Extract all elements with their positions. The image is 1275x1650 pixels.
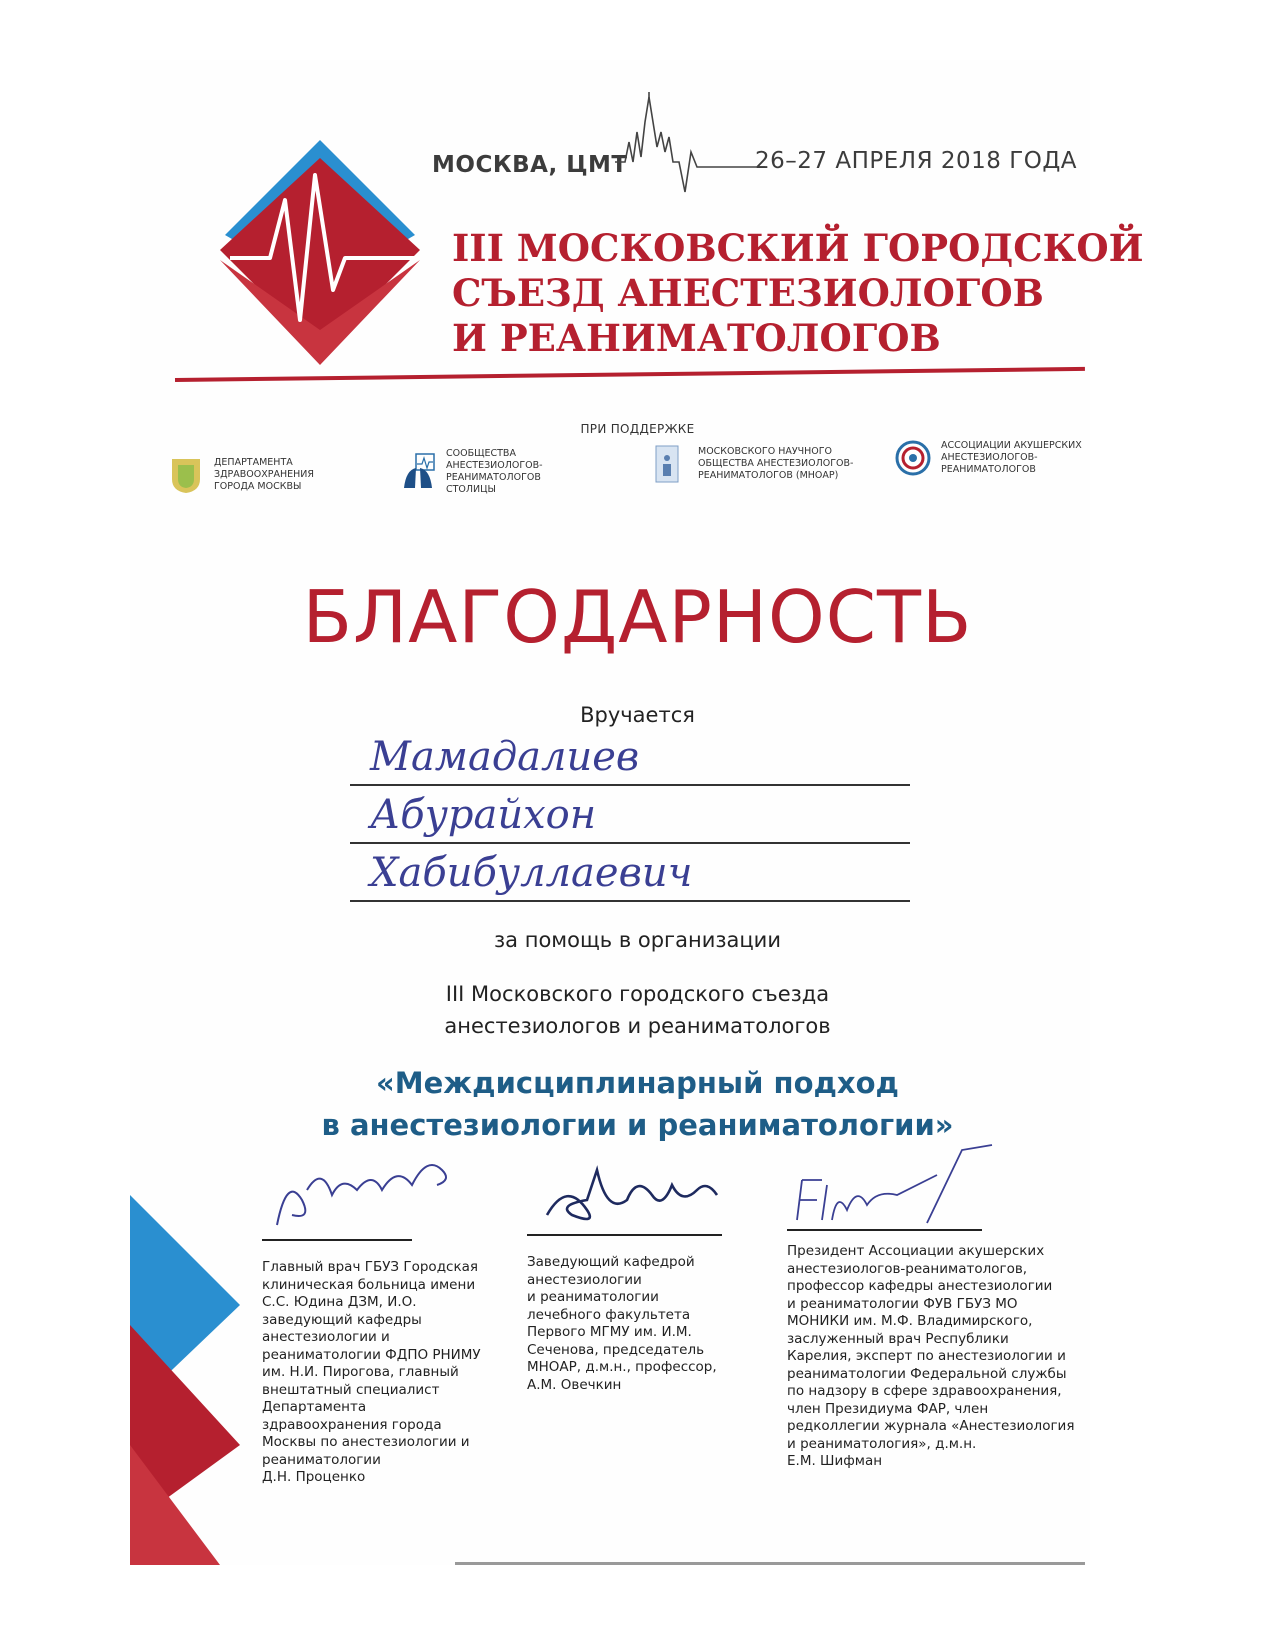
partner-text-line: РЕАНИМАТОЛОГОВ — [941, 464, 1036, 475]
signatory-role-line: и реаниматологии — [527, 1289, 659, 1305]
signatory-shifman — [787, 1135, 1075, 1471]
signatory-role-line: Заведующий кафедрой — [527, 1254, 695, 1270]
congress-title-line: III МОСКОВСКИЙ ГОРОДСКОЙ — [452, 226, 1144, 270]
recipient-name — [350, 728, 910, 902]
signatory-role-line: анестезиологии — [527, 1271, 642, 1288]
partner-text-line: ГОРОДА МОСКВЫ — [214, 481, 302, 492]
signatory-role-line: и реаниматология», д.м.н. — [787, 1435, 977, 1452]
signatory-protsenko — [262, 1145, 481, 1487]
partner-text-line: АНЕСТЕЗИОЛОГОВ- — [446, 460, 543, 471]
signatory-role-line: лечебного факультета — [527, 1306, 691, 1323]
partner-text-line: АССОЦИАЦИИ АКУШЕРСКИХ — [941, 440, 1082, 451]
signatory-role-line: реаниматологии Федеральной службы — [787, 1365, 1067, 1382]
recipient-name-line — [350, 786, 910, 844]
signatory-role-line: анестезиологов-реаниматологов, — [787, 1260, 1028, 1277]
signature-line — [527, 1234, 722, 1236]
recipient-name-line — [350, 844, 910, 902]
signatory-role-line: МОНИКИ им. М.Ф. Владимирского, — [787, 1313, 1033, 1329]
signatory-role-line: Первого МГМУ им. И.М. — [527, 1324, 692, 1340]
partner-text-line: ДЕПАРТАМЕНТА — [214, 457, 293, 468]
partner-moscow-health-department — [168, 455, 314, 495]
lungs-icon — [400, 452, 436, 492]
signatory-role-line: заведующий кафедры — [262, 1311, 422, 1328]
signatory-role-line: Карелия, эксперт по анестезиологии и — [787, 1348, 1066, 1364]
event-name — [0, 978, 1275, 1042]
event-name-line: анестезиологов и реаниматологов — [444, 1014, 831, 1038]
certificate-title: БЛАГОДАРНОСТЬ — [302, 575, 973, 659]
partner-text-line: МОСКОВСКОГО НАУЧНОГО — [698, 446, 833, 457]
signatory-role-line: редколлегии журнала «Анестезиология — [787, 1418, 1075, 1434]
signatory-role-line: А.М. Овечкин — [527, 1376, 622, 1393]
handwritten-signature — [262, 1145, 472, 1235]
partner-text-line: СТОЛИЦЫ — [446, 484, 496, 495]
signatory-role-line: им. Н.И. Пирогова, главный — [262, 1364, 459, 1380]
signatory-ovechkin — [527, 1140, 727, 1394]
signatory-role-line: реаниматологии — [262, 1451, 381, 1468]
congress-theme — [0, 1062, 1275, 1146]
partner-text-line: АНЕСТЕЗИОЛОГОВ- — [941, 452, 1038, 463]
congress-theme-line: «Междисциплинарный подход — [376, 1066, 899, 1100]
signatory-role-line: клиническая больница имени — [262, 1276, 476, 1293]
congress-theme-line: в анестезиологии и реаниматологии» — [321, 1108, 954, 1142]
signatory-role-line: член Президиума ФАР, член — [787, 1400, 989, 1417]
signatory-role-line: здравоохранения города — [262, 1416, 442, 1433]
congress-logo — [215, 140, 425, 365]
partner-text-line: ЗДРАВООХРАНЕНИЯ — [214, 469, 314, 480]
sheet-bottom-edge — [455, 1562, 1085, 1565]
signatory-role-line: Е.М. Шифман — [787, 1453, 883, 1469]
recipient-patronymic: Хабибуллаевич — [370, 850, 693, 896]
signature-line — [787, 1229, 982, 1231]
signatory-role-line: МНОАР, д.м.н., профессор, — [527, 1359, 717, 1375]
handwritten-signature — [527, 1140, 737, 1230]
corner-decoration — [130, 1195, 240, 1565]
event-name-line: III Московского городского съезда — [445, 982, 830, 1006]
congress-dates: 26–27 АПРЕЛЯ 2018 ГОДА — [755, 148, 1078, 174]
presented-to-label: Вручается — [580, 703, 695, 727]
signatory-role-line: внештатный специалист — [262, 1381, 440, 1398]
signature-line — [262, 1239, 412, 1241]
kremlin-skyline-icon — [615, 92, 765, 202]
signatory-role — [527, 1254, 727, 1394]
signatory-role — [262, 1259, 481, 1487]
partner-mnoar — [652, 444, 853, 484]
partner-text-line: ОБЩЕСТВА АНЕСТЕЗИОЛОГОВ- — [698, 458, 854, 469]
signatory-role-line: профессор кафедры анестезиологии — [787, 1278, 1053, 1294]
signatory-role-line: реаниматологии ФДПО РНИМУ — [262, 1346, 481, 1363]
society-emblem-icon — [652, 444, 688, 484]
support-caption: ПРИ ПОДДЕРЖКЕ — [580, 422, 695, 436]
signatory-role-line: и реаниматологии ФУВ ГБУЗ МО — [787, 1295, 1018, 1312]
signatory-role-line: Президент Ассоциации акушерских — [787, 1243, 1045, 1259]
signatory-role-line: Москвы по анестезиологии и — [262, 1434, 470, 1450]
congress-city: МОСКВА, ЦМТ — [432, 152, 628, 178]
award-reason: за помощь в организации — [494, 928, 781, 952]
signatory-role-line: Главный врач ГБУЗ Городская — [262, 1259, 478, 1275]
association-emblem-icon — [895, 438, 931, 478]
partner-text-line: РЕАНИМАТОЛОГОВ — [446, 472, 541, 483]
signatory-role-line: по надзору в сфере здравоохранения, — [787, 1383, 1062, 1399]
partner-text-line: РЕАНИМАТОЛОГОВ (МНОАР) — [698, 470, 839, 481]
recipient-name-line — [350, 728, 910, 786]
handwritten-signature — [787, 1135, 997, 1225]
partner-text-line: СООБЩЕСТВА — [446, 448, 516, 459]
signatory-role-line: заслуженный врач Республики — [787, 1330, 1009, 1347]
signatory-role-line: Сеченова, председатель — [527, 1341, 705, 1358]
partner-obstetric-association — [895, 438, 1082, 478]
recipient-first-name: Абурайхон — [370, 792, 597, 838]
signatory-role — [787, 1243, 1075, 1471]
city-emblem-icon — [168, 455, 204, 495]
congress-title-line: СЪЕЗД АНЕСТЕЗИОЛОГОВ — [452, 271, 1044, 315]
congress-title — [452, 226, 1144, 361]
signatory-role-line: С.С. Юдина ДЗМ, И.О. — [262, 1294, 417, 1310]
signatory-role-line: Департамента — [262, 1399, 367, 1415]
congress-title-line: И РЕАНИМАТОЛОГОВ — [452, 316, 941, 360]
recipient-surname: Мамадалиев — [370, 734, 640, 780]
signatory-role-line: Д.Н. Проценко — [262, 1469, 366, 1485]
partner-anesthesiologists-society — [400, 448, 543, 496]
signatory-role-line: анестезиологии и — [262, 1329, 390, 1345]
